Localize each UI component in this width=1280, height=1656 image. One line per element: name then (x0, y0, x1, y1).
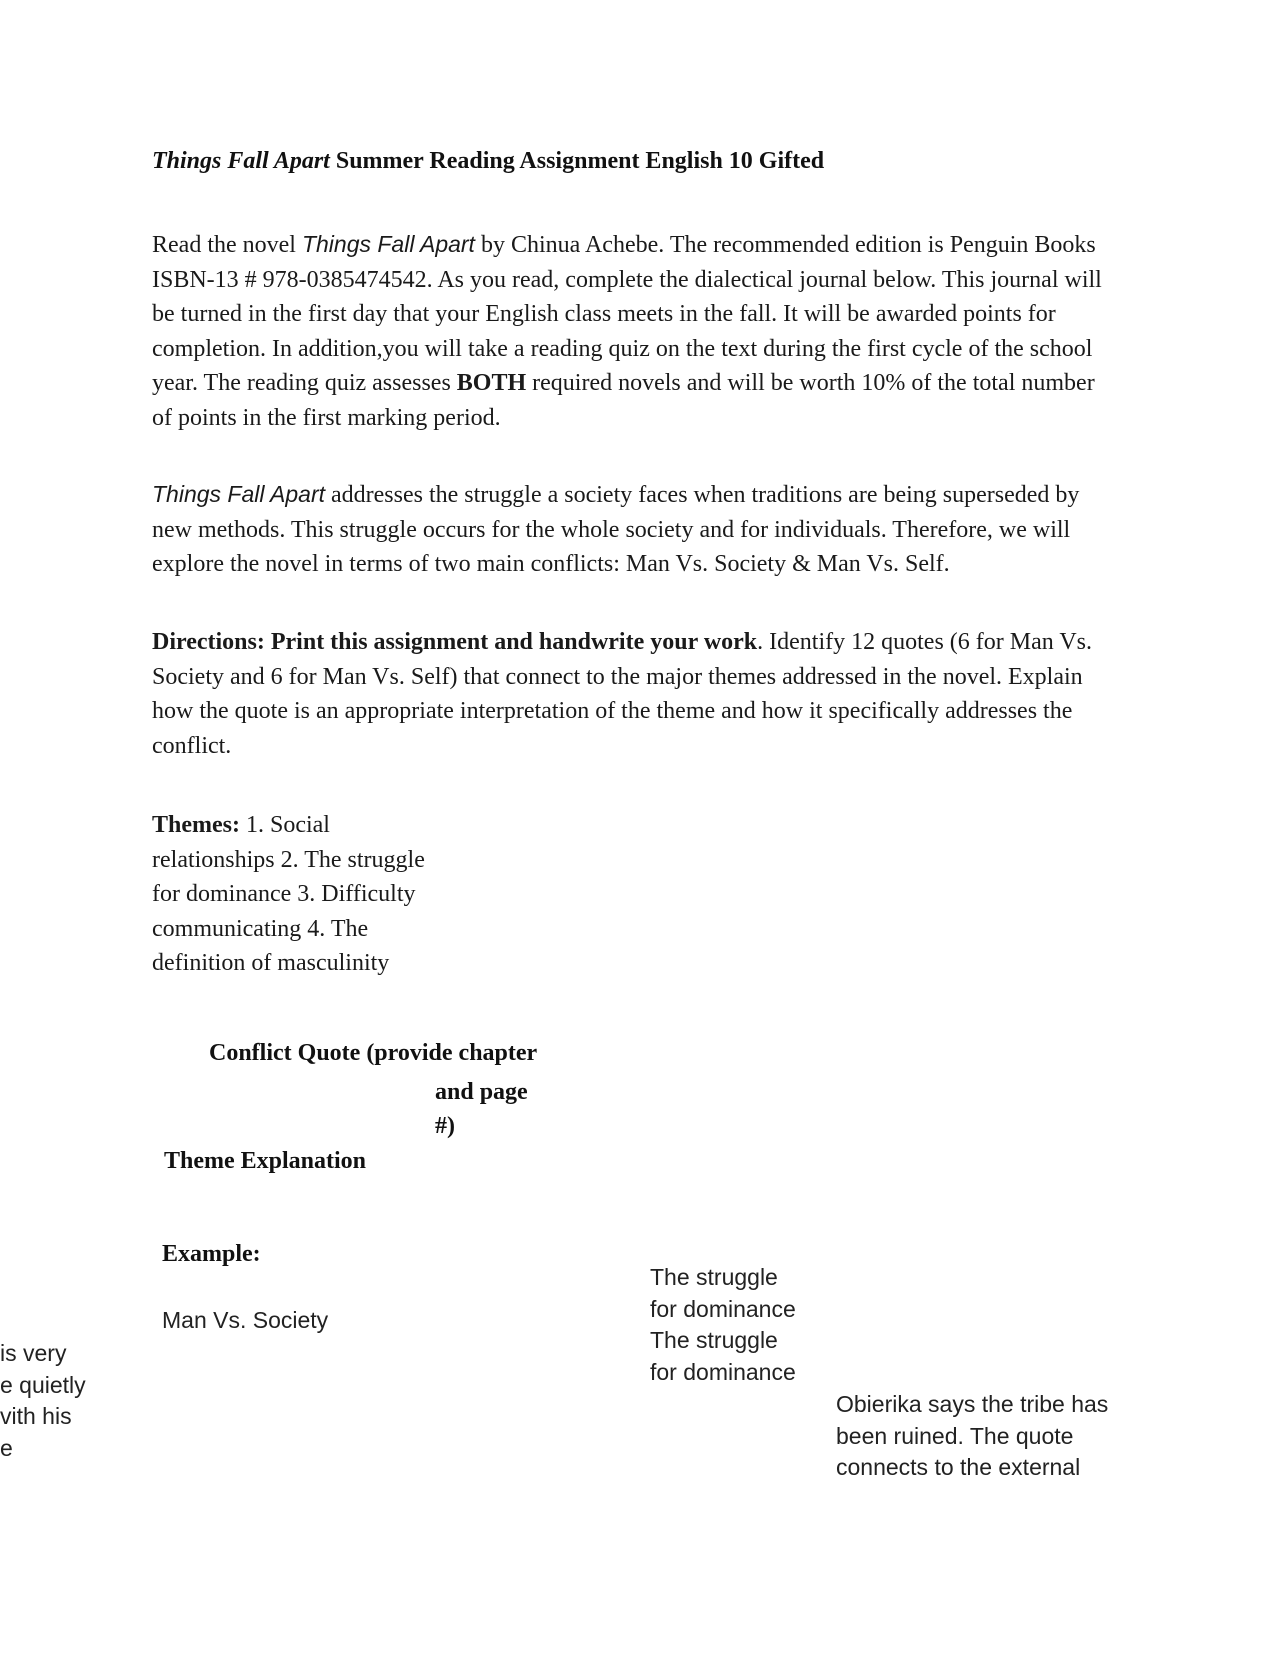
example-conflict: Man Vs. Society (162, 1307, 329, 1333)
themes-label: Themes: (152, 812, 240, 838)
header-hash: #) (435, 1113, 455, 1139)
page-title (152, 148, 824, 175)
struggle-book-name: Things Fall Apart (152, 481, 325, 507)
directions-bold: Directions: Print this assignment and handwrite your work (152, 629, 758, 655)
cut-line-4: e (0, 1434, 13, 1461)
intro-paragraph (152, 227, 1102, 435)
cut-line-3: vith his (0, 1403, 72, 1429)
header-conflict-quote: Conflict Quote (provide chapter (209, 1040, 538, 1066)
example-theme-2: The struggle for dominance (650, 1327, 796, 1385)
example-label: Example: (162, 1241, 261, 1267)
title-book-name: Things Fall Apart (152, 148, 330, 174)
example-theme-1: The struggle for dominance (650, 1264, 796, 1322)
cut-off-quote-column (0, 1338, 86, 1464)
cut-line-1: is very (0, 1340, 67, 1366)
example-theme (650, 1262, 810, 1388)
intro-text-1: Read the novel (152, 232, 302, 258)
themes-block (152, 808, 452, 981)
header-and-page: and page (435, 1079, 528, 1105)
intro-both: BOTH (456, 370, 527, 396)
struggle-paragraph (152, 477, 1107, 582)
directions-text: . Identify 12 quotes (6 for Man Vs. Society and 6 for Man Vs. Self) that connect to the major themes addressed in the novel. Explain how the quote is an appropriate interpretation of the theme and how it specifically addresses the conflict. (152, 629, 1092, 759)
cut-line-2: e quietly (0, 1371, 86, 1398)
intro-book-name: Things Fall Apart (301, 231, 475, 257)
themes-text: 1. Social relationships 2. The struggle for dominance 3. Difficulty communicating 4. The definition of masculinity (152, 812, 425, 976)
intro-text-3: required novels and will be worth 10% of the total number of points in the first marking period. (152, 370, 1095, 431)
title-rest: Summer Reading Assignment English 10 Gifted (329, 148, 825, 174)
example-explanation: Obierika says the tribe has been ruined. The quote connects to the external (836, 1391, 1109, 1480)
header-theme-explanation: Theme Explanation (164, 1148, 367, 1174)
intro-text-2: by Chinua Achebe. The recommended edition is Penguin Books ISBN-13 # 978-0385474542. As you read, complete the dialectical journal below. This journal will be turned in the first day that your English class meets in the fall. It will be awarded points for completion. In addition,you will take a reading quiz on the text during the first cycle of the school year. The reading quiz assesses (152, 232, 1102, 396)
directions-paragraph (152, 625, 1107, 763)
struggle-text: addresses the struggle a society faces when traditions are being superseded by new methods. This struggle occurs for the whole society and for individuals. Therefore, we will explore the novel in terms of two main conflicts: Man Vs. Society & Man Vs. Self. (152, 482, 1080, 577)
